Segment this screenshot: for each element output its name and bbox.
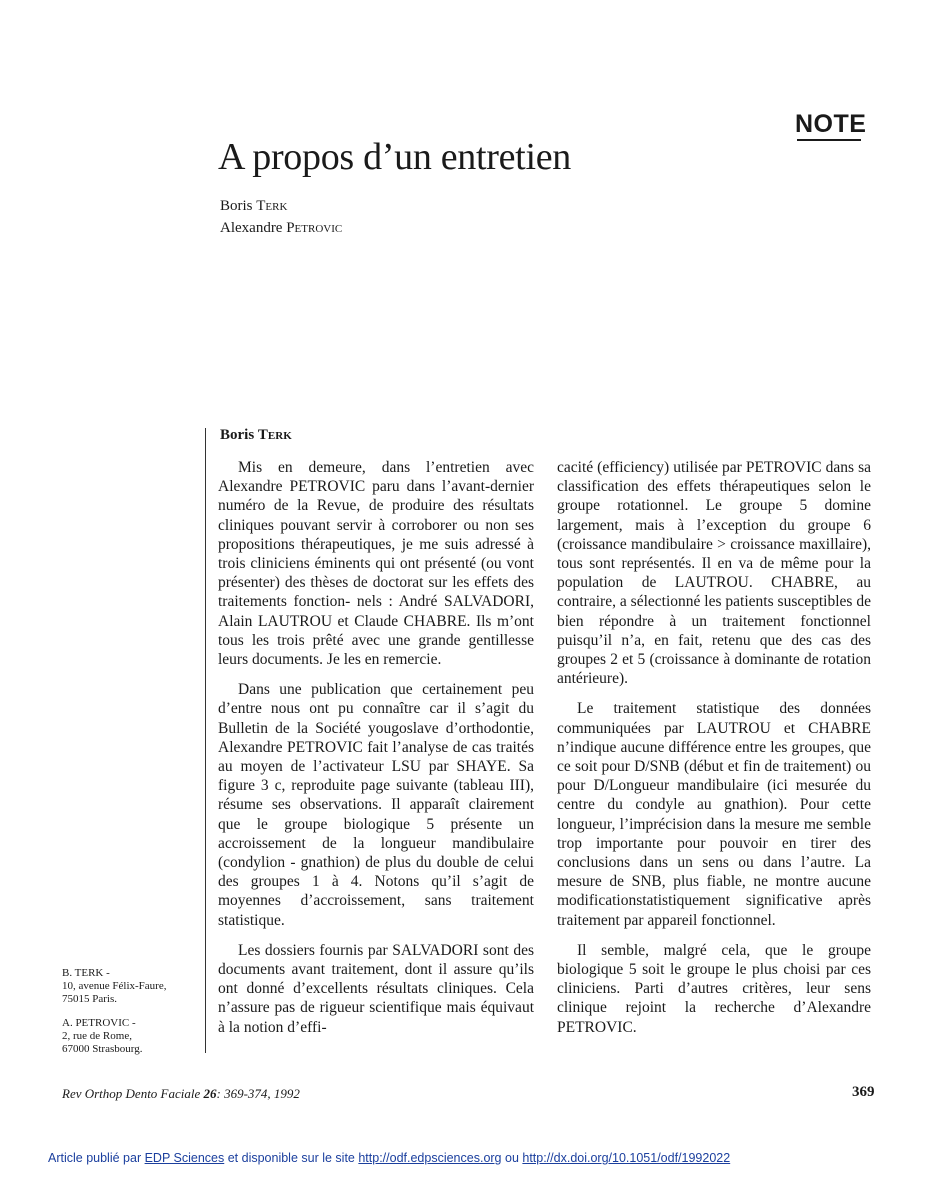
journal-citation xyxy=(62,1086,300,1102)
right-column xyxy=(557,458,871,1048)
left-column xyxy=(218,458,534,1048)
page-number: 369 xyxy=(852,1084,875,1100)
address-name: A. PETROVIC - xyxy=(62,1017,136,1029)
doi-link[interactable]: http://dx.doi.org/10.1051/odf/1992022 xyxy=(522,1151,731,1165)
section-label-underline xyxy=(797,139,861,141)
paragraph: Mis en demeure, dans l’entretien avec Alexandre PETROVIC paru dans l’avant-dernier numéro de la Revue, de produire des résultats cliniques pouvant servir à corroborer ou non ses propositions thérapeutiques, je me suis adressé à trois cliniciens éminents qui ont présenté (ou vont présenter) des thèses de doctorat sur les effets des traitements fonction- nels : André SALVADORI, Alain LAUTROU et Claude CHABRE. Ils m’ont tous les trois prêté avec une grande gentillesse leurs documents. Je les en remercie. xyxy=(218,459,534,669)
address-name: B. TERK - xyxy=(62,967,110,979)
address-line: 2, rue de Rome, xyxy=(62,1030,132,1042)
paragraph: Dans une publication que certainement peu d’entre nous ont pu connaître car il s’agit du Bulletin de la Société yougoslave d’orthodontie, Alexandre PETROVIC fait l’analyse de cas traités au moyen de l’activateur LSU par SHAYE. Sa figure 3 c, reproduite page suivante (tableau III), résume ses observations. Il apparaît clairement que le groupe biologique 5 présente un accroissement de la longueur mandibulaire (condylion - gnathion) de plus du double de celui des groupes 1 à 4. Notons qu’il s’agit de moyennes d’accroissement, sans traitement statistique. xyxy=(218,681,534,929)
source-or: ou xyxy=(501,1151,523,1165)
journal-name: Rev Orthop Dento Faciale xyxy=(62,1086,201,1101)
journal-pages: : 369-374, 1992 xyxy=(216,1086,300,1101)
source-line xyxy=(48,1151,730,1165)
section-label: NOTE xyxy=(795,110,867,138)
paragraph: cacité (efficiency) utilisée par PETROVIC dans sa classification des effets thérapeutiques selon le groupe rotationnel. Le groupe 5 domine largement, mais à l’exception du groupe 6 (croissance mandibulaire > croissance maxillaire), tous sont représentés. Il en va de même pour la population de LAUTROU. CHABRE, au contraire, a sélectionné les patients susceptibles de bien répondre à un traitement fonctionnel puisqu’il n’a, en fait, retenu que des cas des groupes 2 et 5 (croissance à dominante de rotation antérieure). xyxy=(557,459,871,688)
author-2-first: Alexandre xyxy=(220,220,283,236)
section-author-first: Boris xyxy=(220,427,255,443)
section-author-last: Terk xyxy=(257,427,292,443)
author-2-last: Petrovic xyxy=(286,220,343,236)
source-middle: et disponible sur le site xyxy=(224,1151,359,1165)
section-author xyxy=(220,427,292,444)
margin-rule xyxy=(205,428,206,1053)
journal-volume: 26 xyxy=(203,1086,217,1101)
address-petrovic xyxy=(62,1017,142,1056)
article-title: A propos d’un entretien xyxy=(218,136,571,178)
address-terk xyxy=(62,967,166,1006)
source-prefix: Article publié par xyxy=(48,1151,145,1165)
publisher-link[interactable]: EDP Sciences xyxy=(144,1151,225,1165)
site-link[interactable]: http://odf.edpsciences.org xyxy=(358,1151,502,1165)
author-1-last: Terk xyxy=(256,198,288,214)
address-line: 75015 Paris. xyxy=(62,993,117,1005)
author-1 xyxy=(220,198,287,215)
paragraph: Le traitement statistique des données communiquées par LAUTROU et CHABRE n’indique aucune différence entre les groupes, que ce soit pour D/SNB (début et fin de traitement) ou pour D/Longueur mandibulaire (ici mesurée du centre du condyle au gnathion). Pour cette longueur, l’imprécision dans la mesure me semble trop importante pour pouvoir en tirer des conclusions dans un sens ou dans l’autre. La mesure de SNB, plus fiable, ne montre aucune modificationstatistiquement significative après traitement par appareil fonctionnel. xyxy=(557,700,871,929)
paragraph: Il semble, malgré cela, que le groupe biologique 5 soit le groupe le plus choisi par ces cliniciens. Parti d’autres critères, leur sens clinique rejoint la recherche d’Alexandre PETROVIC. xyxy=(557,941,871,1036)
author-1-first: Boris xyxy=(220,198,253,214)
address-line: 67000 Strasbourg. xyxy=(62,1043,143,1055)
paragraph: Les dossiers fournis par SALVADORI sont des documents avant traitement, dont il assure qu’ils ont donné d’excellents résultats cliniques. Cela n’assure pas de rigueur scientifique mais équivaut à la notion d’effi- xyxy=(218,941,534,1036)
author-2 xyxy=(220,220,342,237)
address-line: 10, avenue Félix-Faure, xyxy=(62,980,167,992)
